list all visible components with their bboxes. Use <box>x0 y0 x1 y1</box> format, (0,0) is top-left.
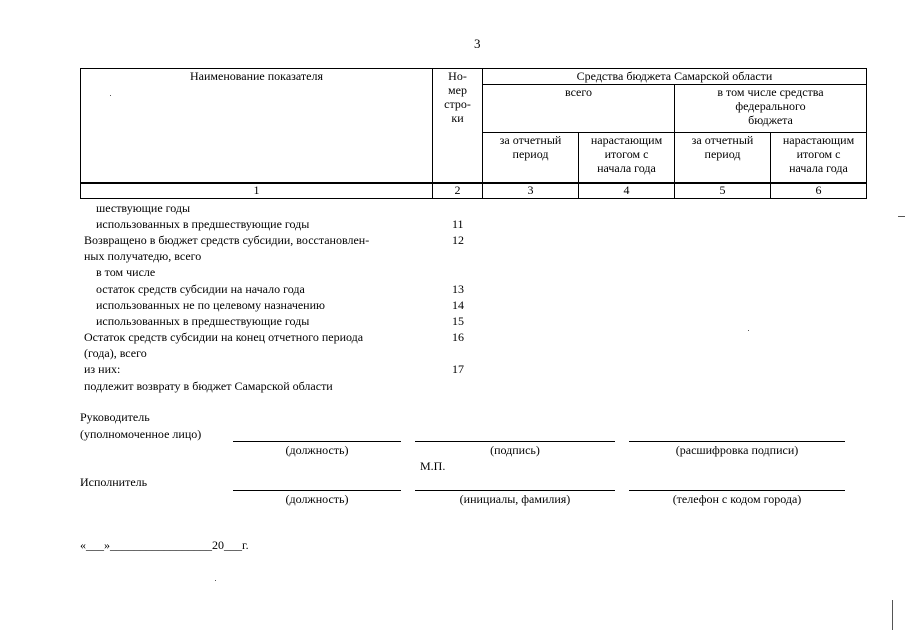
row-number: 12 <box>452 233 464 247</box>
row-label: использованных в предшествующие годы <box>96 217 310 231</box>
header-budget-title: Средства бюджета Самарской области <box>483 69 867 85</box>
row-label: (года), всего <box>84 346 147 360</box>
row-number: 15 <box>452 314 464 328</box>
executor-label: Исполнитель <box>80 475 148 489</box>
executor-initials-line <box>415 490 615 491</box>
col-number-3: 3 <box>483 183 579 199</box>
head-signature-line <box>415 441 615 442</box>
scan-mark <box>110 95 111 96</box>
row-label: подлежит возврату в бюджет Самарской области <box>84 379 333 393</box>
row-label: в том числе <box>96 265 156 279</box>
head-decoding-caption: (расшифровка подписи) <box>675 443 799 457</box>
row-label: Возвращено в бюджет средств субсидии, восстановлен- <box>84 233 370 247</box>
header-federal-cumulative: нарастающим итогом с начала года <box>771 133 867 183</box>
head-label: Руководитель <box>80 410 150 424</box>
scan-mark <box>748 330 749 331</box>
row-label: остаток средств субсидии на начало года <box>96 282 305 296</box>
scan-mark <box>898 216 905 217</box>
row-label: из них: <box>84 362 121 376</box>
row-label: шествующие годы <box>96 201 191 215</box>
row-number: 13 <box>452 282 464 296</box>
executor-position-line <box>233 490 401 491</box>
row-number: 16 <box>452 330 464 344</box>
scan-mark <box>892 600 893 630</box>
header-indicator-name: Наименование показателя <box>81 69 433 183</box>
head-signature-caption: (подпись) <box>490 443 540 457</box>
head-decoding-line <box>629 441 845 442</box>
col-number-4: 4 <box>579 183 675 199</box>
row-number: 14 <box>452 298 464 312</box>
row-label: использованных в предшествующие годы <box>96 314 310 328</box>
header-total-period: за отчетный период <box>483 133 579 183</box>
scan-mark <box>215 580 216 581</box>
page-number: 3 <box>474 36 481 51</box>
header-total: всего <box>483 85 675 133</box>
row-label: ных получатедю, всего <box>84 249 202 263</box>
row-number: 11 <box>452 217 464 231</box>
head-position-caption: (должность) <box>285 443 349 457</box>
col-number-5: 5 <box>675 183 771 199</box>
col-number-1: 1 <box>81 183 433 199</box>
head-label-sub: (уполномоченное лицо) <box>80 427 202 441</box>
stamp-place: М.П. <box>420 459 446 473</box>
row-number: 17 <box>452 362 464 376</box>
head-position-line <box>233 441 401 442</box>
executor-phone-line <box>629 490 845 491</box>
header-total-cumulative: нарастающим итогом с начала года <box>579 133 675 183</box>
executor-phone-caption: (телефон с кодом города) <box>672 492 802 506</box>
row-label: Остаток средств субсидии на конец отчетного периода <box>84 330 364 344</box>
date-line: «___»_________________20___г. <box>80 538 249 552</box>
header-federal: в том числе средства федерального бюджета <box>675 85 867 133</box>
col-number-6: 6 <box>771 183 867 199</box>
header-federal-period: за отчетный период <box>675 133 771 183</box>
executor-position-caption: (должность) <box>285 492 349 506</box>
row-label: использованных не по целевому назначению <box>96 298 325 312</box>
header-line-number: Но- мер стро- ки <box>433 69 483 183</box>
executor-initials-caption: (инициалы, фамилия) <box>459 492 571 506</box>
report-header-table <box>80 68 867 199</box>
col-number-2: 2 <box>433 183 483 199</box>
